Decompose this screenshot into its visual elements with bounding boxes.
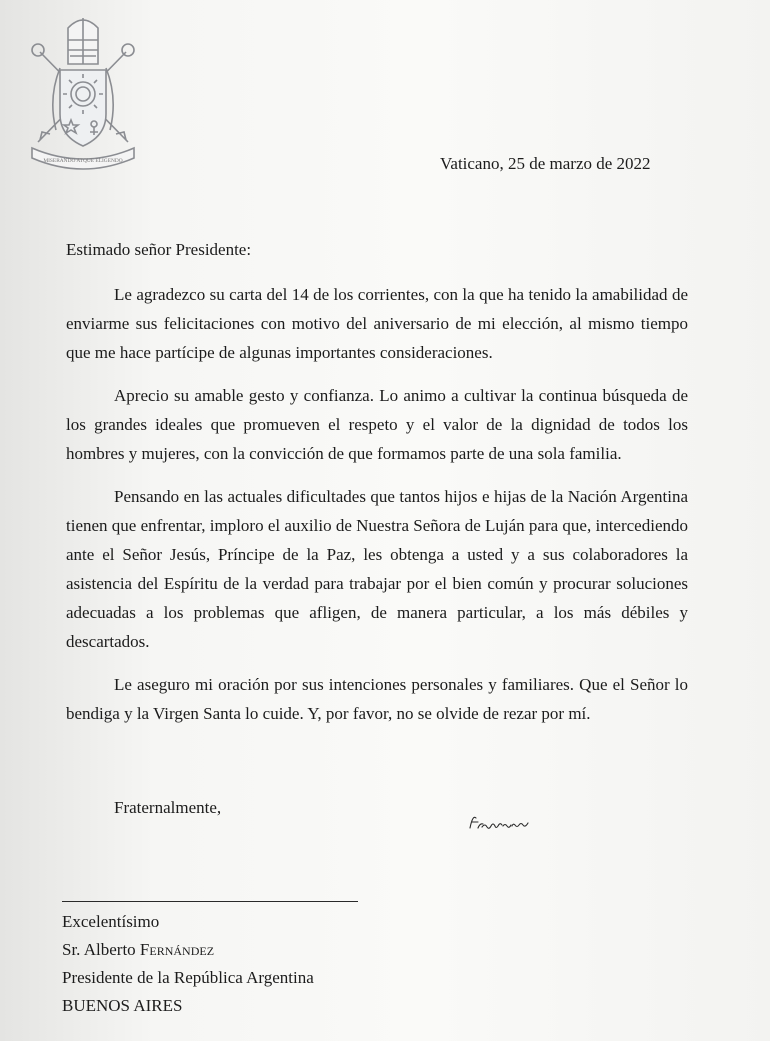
signature-divider	[62, 901, 358, 902]
signature-image	[468, 812, 540, 834]
closing: Fraternalmente,	[114, 798, 222, 817]
addressee-block	[62, 908, 314, 1020]
addressee-name	[62, 936, 314, 964]
addressee-name-prefix: Sr. Alberto	[62, 940, 140, 959]
salutation: Estimado señor Presidente:	[66, 240, 252, 259]
papal-coat-of-arms-icon	[24, 10, 142, 170]
paragraph: Aprecio su amable gesto y confianza. Lo animo a cultivar la continua búsqueda de los grandes ideales que promueven el respeto y el valor de la dignidad de todos los hombres y mujeres, con la convicción de que formamos parte de una sola familia.	[66, 386, 688, 463]
addressee-city: BUENOS AIRES	[62, 996, 183, 1015]
crest-motto: MISERANDO ATQUE ELIGENDO	[43, 158, 123, 164]
addressee-honorific: Excelentísimo	[62, 912, 160, 931]
addressee-surname: Fernández	[139, 940, 215, 959]
letter-body	[66, 280, 688, 742]
paragraph: Le agradezco su carta del 14 de los corrientes, con la que ha tenido la amabilidad de enviarme sus felicitaciones con motivo del aniversario de mi elección, al mismo tiempo que me hace partícipe de algunas importantes consideraciones.	[66, 285, 688, 362]
date-line: Vaticano, 25 de marzo de 2022	[440, 154, 651, 173]
addressee-title: Presidente de la República Argentina	[62, 968, 314, 987]
paragraph: Pensando en las actuales dificultades que tantos hijos e hijas de la Nación Argentina tienen que enfrentar, imploro el auxilio de Nuestra Señora de Luján para que, intercediendo ante el Señor Jesús, Príncipe de la Paz, les obtenga a usted y a sus colaboradores la asistencia del Espíritu de la verdad para trabajar por el bien común y procurar soluciones adecuadas a los problemas que afligen, de manera particular, a los más débiles y descartados.	[66, 487, 688, 651]
paragraph: Le aseguro mi oración por sus intenciones personales y familiares. Que el Señor lo bendiga y la Virgen Santa lo cuide. Y, por favor, no se olvide de rezar por mí.	[66, 675, 688, 723]
